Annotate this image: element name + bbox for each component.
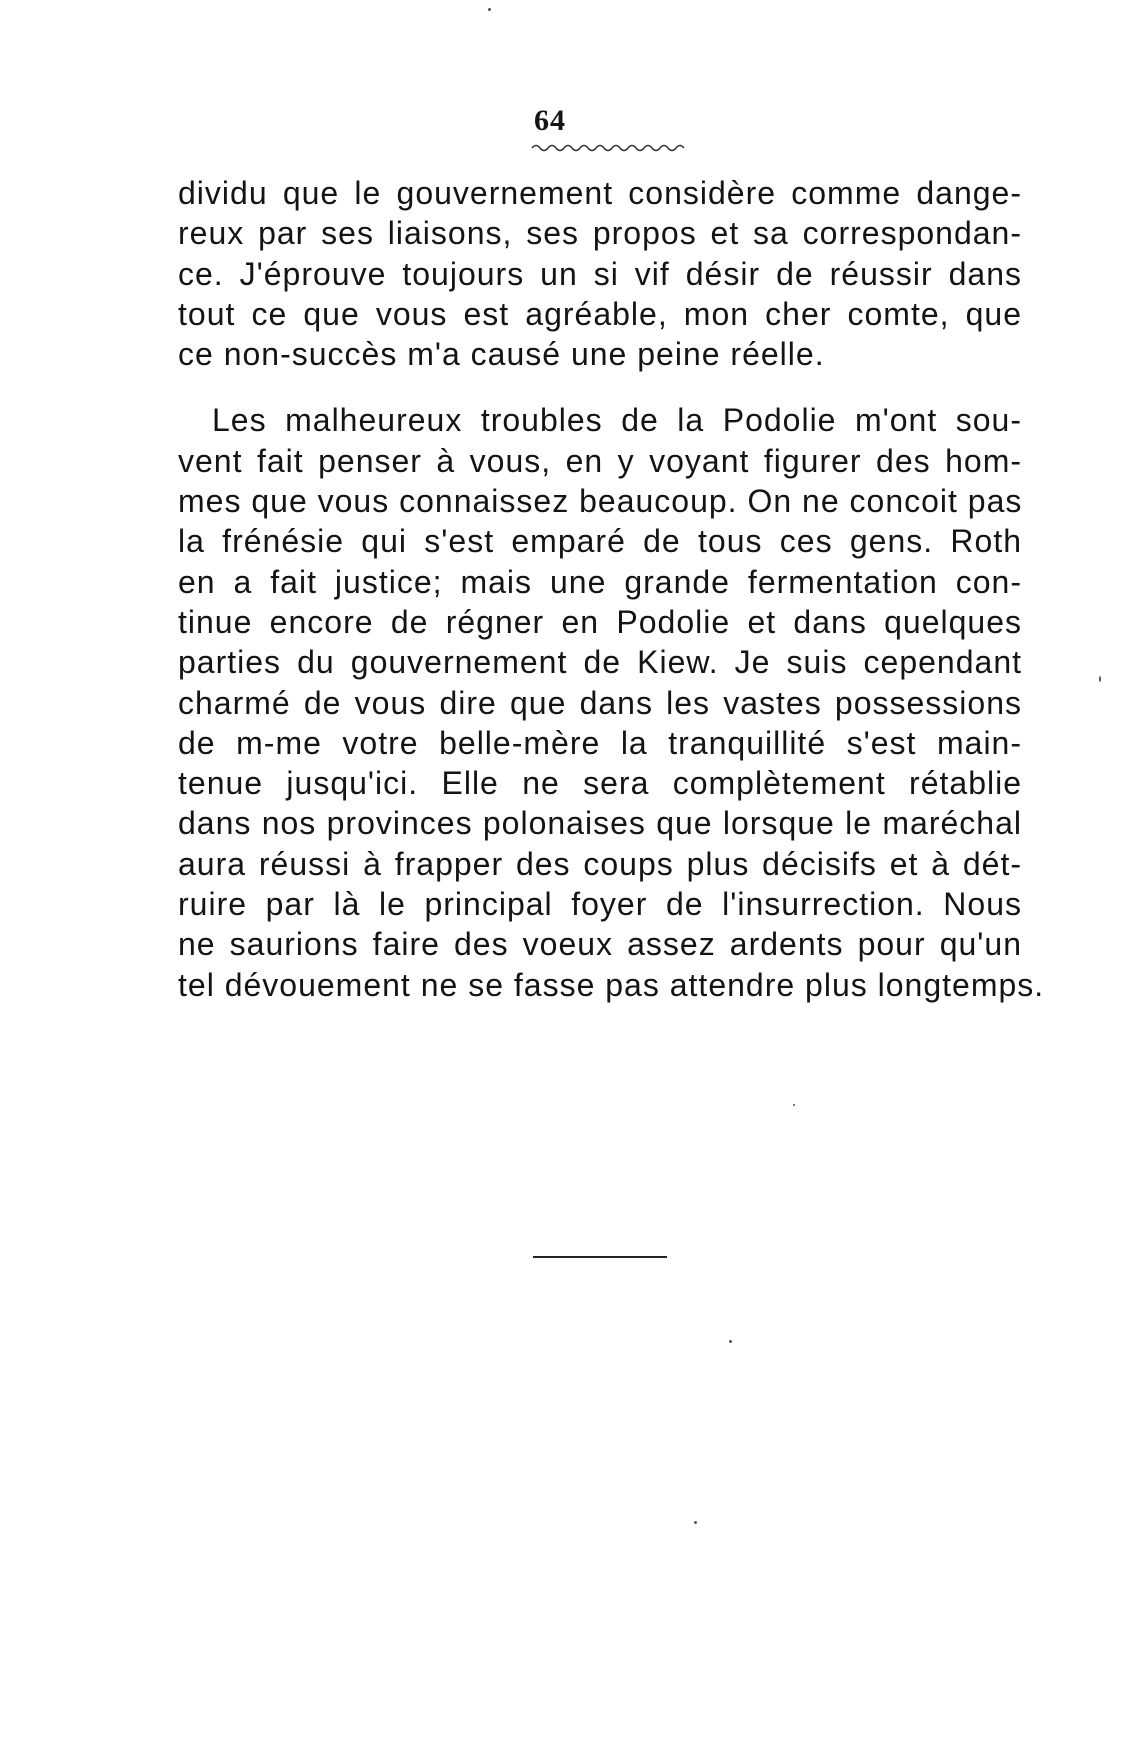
text-line: parties du gouvernement de Kiew. Je suis cependant [178, 644, 1022, 681]
text-line: tout ce que vous est agréable, mon cher comte, que [178, 295, 1022, 332]
text-line: tenue jusqu'ici. Elle ne sera complètement rétablie [178, 765, 1022, 802]
text-line: ce non-succès m'a causé une peine réelle. [178, 336, 825, 373]
paper-speck [694, 1521, 697, 1524]
text-line: aura réussi à frapper des coups plus décisifs et à dét- [178, 845, 1022, 882]
text-line: en a fait justice; mais une grande fermentation con- [178, 563, 1022, 600]
paper-speck [1099, 676, 1101, 682]
wavy-ornament [530, 142, 690, 154]
section-divider [533, 1256, 667, 1258]
paragraph-gap [178, 374, 1022, 400]
text-line: dividu que le gouvernement considère comme dange- [178, 175, 1022, 211]
text-line: vent fait penser à vous, en y voyant figurer des hom- [178, 442, 1022, 479]
page-header [0, 104, 1140, 154]
paper-speck [729, 1340, 732, 1343]
text-line: tel dévouement ne se fasse pas attendre plus longtemps. [178, 966, 1045, 1003]
paper-speck [488, 8, 491, 11]
text-line: de m-me votre belle-mère la tranquillité s'est main- [178, 724, 1022, 761]
text-line: charmé de vous dire que dans les vastes possessions [178, 684, 1022, 721]
text-line: dans nos provinces polonaises que lorsque le maréchal [178, 805, 1022, 842]
text-line: reux par ses liaisons, ses propos et sa correspondan- [178, 215, 1022, 252]
text-line: ce. J'éprouve toujours un si vif désir de réussir dans [178, 255, 1022, 292]
page-number: 64 [534, 104, 566, 137]
text-line: la frénésie qui s'est emparé de tous ces gens. Roth [178, 523, 1022, 560]
text-line: mes que vous connaissez beaucoup. On ne concoit pas [178, 483, 1023, 520]
paragraph-2 [178, 400, 1045, 1004]
text-line: ne saurions faire des voeux assez ardents pour qu'un [178, 926, 1022, 963]
body-text [178, 173, 1045, 1005]
text-line: Les malheureux troubles de la Podolie m'ont sou- [212, 402, 1022, 439]
paragraph-1 [178, 173, 1022, 374]
text-line: ruire par là le principal foyer de l'insurrection. Nous [178, 886, 1022, 923]
text-line: tinue encore de régner en Podolie et dans quelques [178, 603, 1022, 640]
paper-speck [793, 1104, 795, 1106]
